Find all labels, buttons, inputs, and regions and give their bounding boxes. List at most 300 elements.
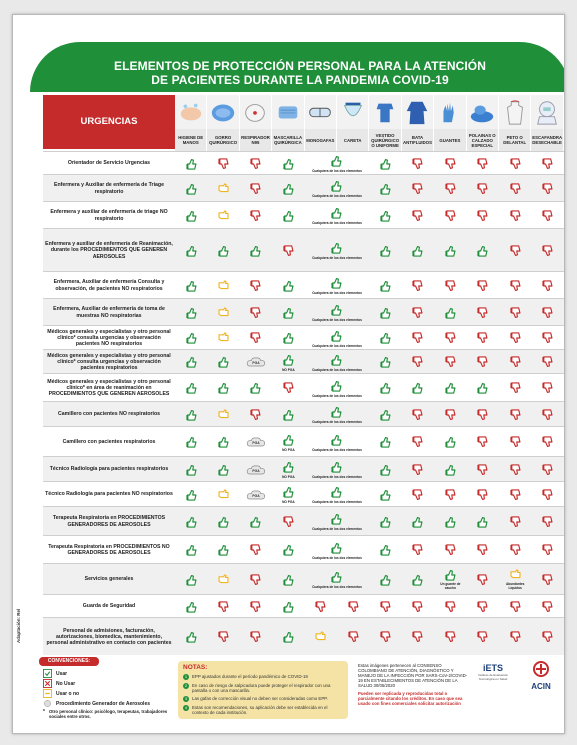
pga-label: PGA — [252, 493, 260, 498]
table-cell — [531, 618, 563, 656]
thumbs-up-icon — [330, 179, 343, 193]
thumbs-up-icon — [217, 244, 230, 258]
table-cell — [531, 272, 563, 299]
table-cell — [272, 564, 304, 595]
table-row — [43, 201, 564, 228]
thumbs-sideways-icon — [314, 630, 327, 644]
table-cell — [175, 202, 207, 229]
table-cell — [531, 229, 563, 272]
table-cell — [434, 402, 466, 427]
thumbs-up-icon — [476, 381, 489, 395]
aerosol-cloud-icon — [246, 356, 266, 368]
table-cell — [369, 564, 401, 595]
table-row — [43, 594, 564, 617]
table-cell — [240, 326, 272, 350]
either-note: Cualquiera de los dos elementos — [312, 291, 362, 295]
table-cell — [499, 402, 531, 427]
thumbs-down-icon — [509, 381, 522, 395]
section-title: URGENCIAS — [43, 95, 175, 149]
table-cell — [434, 326, 466, 350]
row-label: Médicos generales y especialistas y otro personal clínico* consulta urgencias y observación pacientes respiratorios — [47, 352, 171, 372]
title-banner — [30, 42, 565, 92]
thumbs-down-icon — [411, 488, 424, 502]
table-cell — [272, 175, 304, 202]
row-label: Servicios generales — [84, 576, 134, 583]
table-cell — [240, 564, 272, 595]
thumbs-down-icon — [509, 543, 522, 557]
thumbs-down-icon — [509, 435, 522, 449]
thumbs-up-icon — [379, 244, 392, 258]
thumbs-down-icon — [509, 306, 522, 320]
respirator-icon — [241, 98, 269, 126]
table-cell — [402, 272, 434, 299]
thumbs-up-icon — [330, 206, 343, 220]
thumbs-down-icon — [411, 306, 424, 320]
table-cell — [369, 326, 401, 350]
table-cell — [272, 595, 304, 618]
scrubs-icon — [371, 98, 399, 126]
either-note: Cualquiera de los dos elementos — [312, 256, 362, 260]
thumbs-down-icon — [249, 630, 262, 644]
column-header: ESCAFANDRA DESECHABLE — [531, 129, 563, 151]
thumbs-down-icon — [282, 244, 295, 258]
table-row — [43, 535, 564, 563]
thumbs-down-icon — [411, 209, 424, 223]
thumbs-down-icon — [541, 331, 554, 345]
column-header: MONOGAFAS — [305, 129, 337, 151]
table-cell — [434, 272, 466, 299]
either-note: Cualquiera de los dos elementos — [312, 393, 362, 398]
table-cell — [305, 457, 370, 482]
thumbs-up-icon — [444, 463, 457, 477]
table-cell — [175, 427, 207, 457]
table-cell — [467, 299, 499, 326]
thumbs-up-icon — [379, 355, 392, 369]
table-cell — [175, 507, 207, 536]
thumbs-up-icon — [282, 157, 295, 171]
title-line-1: ELEMENTOS DE PROTECCIÓN PERSONAL PARA LA ATENCIÓN — [113, 59, 487, 73]
thumbs-up-icon — [379, 435, 392, 449]
thumbs-down-icon — [444, 355, 457, 369]
table-row — [43, 563, 564, 594]
row-label: Técnico Radiología para pacientes NO respiratorios — [45, 491, 173, 498]
table-row — [43, 456, 564, 481]
table-cell — [402, 618, 434, 656]
thumbs-up-icon — [379, 515, 392, 529]
table-cell — [369, 175, 401, 202]
thumbs-down-icon — [476, 573, 489, 587]
table-cell — [369, 299, 401, 326]
table-cell — [531, 595, 563, 618]
row-label: Médicos generales y especialistas y otro personal clínico* en área de reanimación en PROCEDIMIENTOS QUE GENEREN AEROSOLES — [47, 378, 171, 398]
thumbs-down-icon — [411, 408, 424, 422]
table-cell — [207, 350, 239, 374]
thumbs-down-icon — [509, 355, 522, 369]
column-header: PETO O DELANTAL — [499, 129, 531, 151]
table-cell — [240, 272, 272, 299]
table-cell — [499, 272, 531, 299]
table-cell — [207, 202, 239, 229]
table-row — [43, 174, 564, 201]
thumbs-down-icon — [541, 543, 554, 557]
thumbs-down-icon — [476, 435, 489, 449]
thumbs-up-icon — [282, 433, 295, 447]
thumbs-up-icon — [330, 154, 343, 168]
table-cell — [369, 482, 401, 507]
thumbs-up-icon — [185, 488, 198, 502]
table-cell — [499, 374, 531, 402]
thumbs-down-icon — [411, 157, 424, 171]
thumbs-up-icon — [330, 512, 343, 526]
thumbs-down-icon — [476, 488, 489, 502]
note-item: 1 EPP ajustados durante el período pandémico de COVID-19 — [184, 674, 308, 679]
thumbs-up-icon — [185, 600, 198, 614]
thumbs-up-icon — [330, 353, 343, 367]
thumbs-down-icon — [476, 182, 489, 196]
table-cell — [434, 175, 466, 202]
table-cell — [499, 202, 531, 229]
table-cell — [402, 299, 434, 326]
either-note: Cualquiera de los dos elementos — [312, 318, 362, 322]
thumbs-down-icon — [444, 488, 457, 502]
thumbs-up-icon — [185, 355, 198, 369]
side-label: Adaptación: Rel — [16, 608, 21, 643]
either-note: Cualquiera de los dos elementos — [312, 585, 362, 589]
table-cell — [272, 299, 304, 326]
thumbs-down-icon — [411, 279, 424, 293]
table-cell — [272, 374, 304, 402]
table-cell — [240, 402, 272, 427]
table-cell — [240, 457, 272, 482]
table-cell — [337, 618, 369, 656]
table-cell — [467, 536, 499, 564]
thumbs-down-icon — [217, 600, 230, 614]
thumbs-down-icon — [282, 381, 295, 395]
thumbs-down-icon — [541, 600, 554, 614]
column-image — [272, 95, 304, 129]
thumbs-down-icon — [541, 355, 554, 369]
thumbs-down-icon — [509, 408, 522, 422]
table-cell — [240, 595, 272, 618]
table-cell — [272, 427, 304, 457]
gloves-icon — [436, 98, 464, 126]
table-cell — [499, 564, 531, 595]
thumbs-up-icon — [282, 209, 295, 223]
thumbs-up-icon — [249, 381, 262, 395]
asterisk-icon: * — [43, 709, 45, 715]
legend-no-use: No Usar — [43, 679, 75, 688]
table-cell — [499, 536, 531, 564]
table-cell — [499, 457, 531, 482]
thumbs-down-icon — [249, 600, 262, 614]
row-label: Camillero con pacientes NO respiratorios — [57, 411, 161, 418]
column-header: RESPIRADOR N95 — [240, 129, 272, 151]
row-label: Médicos generales y especialistas y otro personal clínico* consulta urgencias y observación pacientes NO respiratorios — [47, 328, 171, 348]
thumbs-down-icon — [509, 515, 522, 529]
thumbs-up-icon — [379, 408, 392, 422]
either-note: Cualquiera de los dos elementos — [312, 343, 362, 348]
table-cell — [175, 595, 207, 618]
table-cell — [305, 229, 370, 272]
table-cell — [499, 299, 531, 326]
table-row — [43, 506, 564, 535]
thumbs-down-icon — [476, 600, 489, 614]
table-cell — [240, 507, 272, 536]
thumbs-sideways-icon — [217, 279, 230, 293]
table-cell — [434, 299, 466, 326]
table-cell — [369, 402, 401, 427]
table-cell — [240, 299, 272, 326]
column-image — [175, 95, 207, 129]
thumbs-down-icon — [347, 630, 360, 644]
either-note: Cualquiera de los dos elementos — [312, 527, 362, 531]
note-item: 2 En caso de riesgo de salpicadura puede proteger el respirador con una pantalla o con una mascarilla. — [184, 683, 331, 693]
column-image — [467, 95, 499, 129]
table-cell — [369, 350, 401, 374]
legend-other: * Otro personal clínico: psicólogo, terapeutas, trabajadores sociales entre otros. — [43, 709, 168, 719]
thumbs-up-icon — [379, 182, 392, 196]
hands-icon — [177, 98, 205, 126]
table-cell — [402, 482, 434, 507]
row-label: Enfermera, Auxiliar de enfermería Consulta y observación, de pacientes NO respiratorios — [53, 279, 165, 292]
table-cell — [305, 564, 370, 595]
table-cell — [499, 229, 531, 272]
table-cell — [499, 427, 531, 457]
table-cell — [531, 350, 563, 374]
table-row — [43, 228, 564, 271]
notes-title: NOTAS: — [183, 664, 208, 671]
thumbs-down-icon — [476, 157, 489, 171]
pga-label: PGA — [252, 468, 260, 473]
thumbs-up-icon — [185, 244, 198, 258]
thumbs-down-icon — [411, 331, 424, 345]
thumbs-down-icon — [476, 408, 489, 422]
thumbs-down-icon — [509, 244, 522, 258]
cap-icon — [209, 98, 237, 126]
thumbs-down-icon — [411, 463, 424, 477]
table-cell — [175, 272, 207, 299]
table-cell — [305, 618, 337, 656]
thumbs-down-icon — [509, 331, 522, 345]
thumbs-sideways-icon — [217, 306, 230, 320]
table-cell — [467, 374, 499, 402]
thumbs-sideways-icon — [217, 182, 230, 196]
table-cell — [402, 564, 434, 595]
table-cell — [305, 402, 370, 427]
table-cell — [240, 202, 272, 229]
thumbs-down-icon — [249, 306, 262, 320]
thumbs-down-icon — [541, 182, 554, 196]
legend — [39, 657, 171, 721]
table-cell — [402, 457, 434, 482]
thumbs-down-icon — [444, 408, 457, 422]
pga-label: PGA — [252, 441, 260, 445]
table-cell — [207, 457, 239, 482]
thumbs-up-icon — [411, 381, 424, 395]
thumbs-up-icon — [411, 573, 424, 587]
thumbs-up-icon — [379, 331, 392, 345]
row-label: Terapeuta Respiratoria en PROCEDIMIENTOS NO GENERADORES DE AEROSOLES — [48, 543, 170, 556]
no-pga-note: NO PGA — [282, 475, 295, 479]
table-cell — [175, 374, 207, 402]
thumbs-down-icon — [379, 600, 392, 614]
thumbs-down-icon — [541, 244, 554, 258]
table-cell — [305, 152, 370, 175]
row-label: Camillero con pacientes respiratorios — [62, 438, 156, 445]
thumbs-down-icon — [249, 408, 262, 422]
table-cell — [207, 326, 239, 350]
thumbs-up-icon — [330, 329, 343, 343]
pga-label: PGA — [252, 361, 260, 365]
poster-sheet — [12, 14, 565, 734]
table-cell — [499, 595, 531, 618]
aerosol-cloud-icon — [246, 436, 266, 448]
table-cell — [240, 482, 272, 507]
thumbs-up-icon — [185, 573, 198, 587]
thumbs-sideways-icon — [217, 408, 230, 422]
table-cell — [272, 152, 304, 175]
apron-icon — [501, 98, 529, 126]
thumbs-down-icon — [444, 543, 457, 557]
thumbs-up-icon — [282, 630, 295, 644]
thumbs-down-icon — [249, 157, 262, 171]
table-cell — [369, 202, 401, 229]
table-cell — [434, 507, 466, 536]
table-cell — [434, 229, 466, 272]
thumbs-down-icon — [509, 488, 522, 502]
thumbs-sideways-icon — [217, 573, 230, 587]
shoe-cover-icon — [468, 98, 496, 126]
thumbs-down-icon — [509, 600, 522, 614]
thumbs-up-icon — [282, 331, 295, 345]
thumbs-down-icon — [249, 573, 262, 587]
thumbs-sideways-icon — [217, 488, 230, 502]
table-cell — [402, 152, 434, 175]
table-cell — [499, 507, 531, 536]
table-cell — [369, 507, 401, 536]
table-cell — [175, 175, 207, 202]
table-cell — [240, 175, 272, 202]
thumbs-up-icon — [282, 182, 295, 196]
either-note: Cualquiera de los dos elementos — [312, 555, 362, 560]
thumbs-down-icon — [541, 488, 554, 502]
table-cell — [175, 350, 207, 374]
table-cell — [207, 564, 239, 595]
table-row — [43, 298, 564, 325]
thumbs-up-icon — [185, 209, 198, 223]
table-cell — [305, 350, 370, 374]
table-cell — [467, 175, 499, 202]
column-header: CARETA — [337, 129, 369, 151]
thumbs-up-icon — [444, 244, 457, 258]
either-note: Cualquiera de los dos elementos — [312, 169, 362, 173]
table-cell — [305, 299, 370, 326]
table-cell — [467, 564, 499, 595]
thumbs-down-icon — [411, 435, 424, 449]
table-cell — [207, 595, 239, 618]
iets-logo: iETS Instituto de Evaluación Tecnológica en Salud — [477, 663, 509, 681]
thumbs-down-icon — [379, 630, 392, 644]
table-cell — [207, 507, 239, 536]
table-cell — [531, 564, 563, 595]
table-cell — [434, 202, 466, 229]
table-cell — [402, 595, 434, 618]
row-label: Enfermera y auxiliar de enfermería de triage NO respiratorio — [50, 209, 168, 222]
thumbs-up-icon — [476, 244, 489, 258]
thumbs-down-icon — [249, 209, 262, 223]
table-cell — [531, 175, 563, 202]
thumbs-down-icon — [541, 630, 554, 644]
thumbs-up-icon — [330, 541, 343, 555]
table-cell — [434, 595, 466, 618]
thumbs-up-icon — [330, 570, 343, 584]
table-cell — [434, 350, 466, 374]
table-row — [43, 349, 564, 373]
goggles-icon — [306, 98, 334, 126]
thumbs-up-icon — [444, 515, 457, 529]
row-label: Personal de admisiones, facturación, autorizaciones, biomedica, mantenimiento, personal administrativo en contacto con pacientes — [46, 627, 172, 647]
table-cell — [369, 272, 401, 299]
table-cell — [531, 374, 563, 402]
thumbs-up-icon — [444, 435, 457, 449]
thumbs-up-icon — [330, 241, 343, 255]
legend-use: Usar — [43, 669, 67, 678]
table-row — [43, 271, 564, 298]
table-cell — [434, 457, 466, 482]
table-cell — [402, 427, 434, 457]
table-cell — [175, 564, 207, 595]
table-cell — [207, 229, 239, 272]
table-cell — [207, 175, 239, 202]
table-cell — [531, 507, 563, 536]
thumbs-down-icon — [444, 600, 457, 614]
table-cell — [467, 272, 499, 299]
thumbs-down-icon — [347, 600, 360, 614]
either-note: Cualquiera de los dos elementos — [312, 420, 362, 424]
row-label: Técnico Radiología para pacientes respiratorios — [49, 466, 169, 473]
either-note: Cualquiera de los dos elementos — [312, 500, 362, 504]
thumbs-up-icon — [379, 573, 392, 587]
thumbs-down-icon — [411, 600, 424, 614]
no-pga-note: NO PGA — [282, 500, 295, 504]
thumbs-up-icon — [411, 244, 424, 258]
table-cell — [305, 507, 370, 536]
table-cell — [272, 202, 304, 229]
table-row — [43, 151, 564, 174]
thumbs-up-icon — [185, 331, 198, 345]
table-cell — [369, 457, 401, 482]
column-image — [240, 95, 272, 129]
aerosol-cloud-icon — [246, 464, 266, 476]
row-label: Terapeuta Respiratoria en PROCEDIMIENTOS GENERADORES DE AEROSOLES — [52, 515, 166, 528]
table-cell — [434, 152, 466, 175]
thumbs-up-icon — [379, 306, 392, 320]
row-label: Guarda de Seguridad — [82, 603, 136, 610]
table-cell — [499, 175, 531, 202]
table-cell — [369, 536, 401, 564]
thumbs-sideways-icon — [217, 209, 230, 223]
thumbs-up-icon — [411, 515, 424, 529]
table-cell — [175, 326, 207, 350]
thumbs-up-icon — [330, 276, 343, 290]
thumbs-up-icon — [185, 543, 198, 557]
row-label: Enfermera y Auxiliar de enfermería de Triage respiratorio — [54, 182, 164, 195]
thumbs-up-icon — [185, 463, 198, 477]
thumbs-up-icon — [379, 488, 392, 502]
table-cell — [467, 618, 499, 656]
table-cell — [499, 152, 531, 175]
table-cell — [402, 229, 434, 272]
